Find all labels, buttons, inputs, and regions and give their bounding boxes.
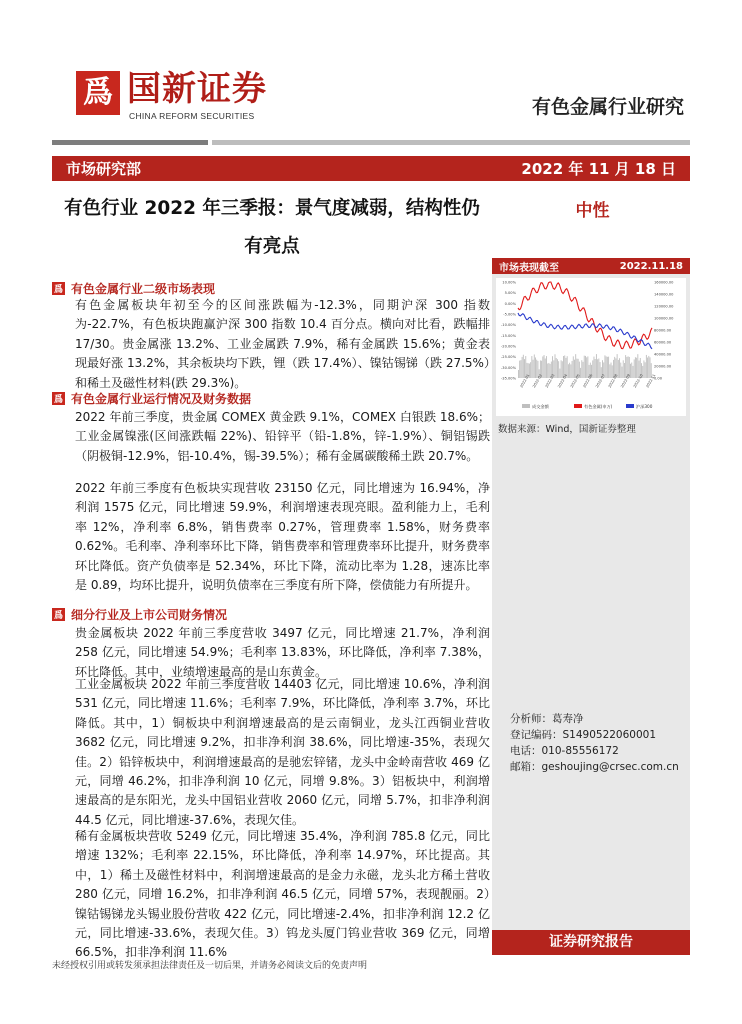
chart-legend-swatch <box>574 404 582 408</box>
analyst-phone <box>510 743 619 758</box>
section-mark-icon: 爲 <box>52 392 65 405</box>
chart-legend-label: 成交金额 <box>532 404 549 409</box>
disclaimer-footer: 未经授权引用或转发须承担法律责任及一切后果，并请务必阅读文后的免责声明 <box>52 961 368 971</box>
chart-header-date: 2022.11.18 <box>619 260 683 272</box>
chart-x-tick: 2022-05 <box>569 373 581 389</box>
chart-volume-bar <box>604 355 605 378</box>
chart-volume-bar <box>643 360 644 378</box>
chart-volume-bar <box>533 360 534 378</box>
chart-legend-swatch <box>522 404 530 408</box>
report-title-line1: 有色行业 2022 年三季报：景气度减弱，结构性仍 <box>64 198 480 219</box>
chart-volume-bar <box>623 360 624 378</box>
chart-y-tick-right: 20000.00 <box>654 364 672 369</box>
section-paragraph: 贵金属板块 2022 年前三季度营收 3497 亿元，同比增速 21.7%，净利润 258 亿元，同比增速 54.9%；毛利率 13.83%，环比降低，净利率 7.38%，环比降低。其中，业绩增速最高的是山东黄金。 <box>75 626 490 679</box>
chart-volume-bar <box>647 358 648 378</box>
chart-y-tick-left: -15.00% <box>501 333 516 338</box>
analyst-registration-label: 登记编码： <box>510 729 563 741</box>
chart-volume-bar <box>637 354 638 378</box>
chart-volume-bar <box>568 364 569 378</box>
chart-volume-bar <box>573 356 574 378</box>
chart-volume-bar <box>545 358 546 378</box>
chart-header-label: 市场表现截至 <box>499 262 559 274</box>
chart-legend-label: 有色金属(申万) <box>584 404 613 409</box>
chart-y-tick-left: -25.00% <box>501 355 516 360</box>
chart-volume-bar <box>530 362 531 378</box>
report-type: 有色金属行业研究 <box>531 96 684 118</box>
company-logo-name: 国新证券 <box>127 69 267 109</box>
analyst-registration <box>510 727 656 742</box>
chart-volume-bar <box>596 354 597 378</box>
chart-volume-bar <box>580 368 581 378</box>
chart-volume-bar <box>608 357 609 378</box>
chart-volume-bar <box>555 354 556 378</box>
chart-volume-bar <box>523 355 524 378</box>
chart-legend-swatch <box>626 404 634 408</box>
chart-volume-bar <box>531 356 532 378</box>
chart-y-tick-left: 5.00% <box>504 291 516 296</box>
chart-y-tick-right: 140000.00 <box>654 292 674 297</box>
chart-volume-bar <box>633 366 634 378</box>
chart-volume-bar <box>597 359 598 378</box>
chart-volume-bar <box>594 357 595 378</box>
chart-volume-bar <box>617 354 618 378</box>
chart-volume-bar <box>646 355 647 378</box>
chart-volume-bar <box>546 356 547 378</box>
chart-line-csi300 <box>518 313 652 349</box>
chart-line-metals <box>518 282 652 349</box>
section-heading-operations <box>52 390 251 407</box>
securities-report-bar: 证券研究报告 <box>492 930 690 955</box>
chart-volume-bar <box>548 363 549 378</box>
chart-y-tick-right: 100000.00 <box>654 316 674 321</box>
analyst-email-value[interactable]: geshoujing@crsec.com.cn <box>541 761 679 773</box>
chart-volume-bar <box>645 362 646 378</box>
chart-y-tick-right: 80000.00 <box>654 328 672 333</box>
chart-x-tick: 2022-09 <box>620 373 632 389</box>
chart-y-tick-right: 0.00 <box>654 376 663 381</box>
chart-y-tick-left: -20.00% <box>501 344 516 349</box>
chart-volume-bar <box>536 360 537 378</box>
chart-volume-bar <box>522 357 523 378</box>
chart-volume-bar <box>598 358 599 378</box>
department-label: 市场研究部 <box>66 160 142 178</box>
chart-volume-bar <box>520 360 521 378</box>
chart-x-tick: 2022-08 <box>607 373 619 389</box>
chart-volume-bar <box>609 364 610 378</box>
chart-legend-label: 沪深300 <box>636 404 653 409</box>
chart-volume-bar <box>519 361 520 378</box>
chart-volume-bar <box>606 356 607 378</box>
analyst-name: 分析师：葛寿净 <box>510 713 584 725</box>
analyst-email <box>510 759 679 774</box>
chart-volume-bar <box>619 358 620 378</box>
section-mark-icon: 爲 <box>52 282 65 295</box>
chart-volume-bar <box>535 357 536 378</box>
chart-y-tick-left: -5.00% <box>503 312 516 317</box>
chart-volume-bar <box>650 357 651 378</box>
chart-left-axis <box>501 281 517 381</box>
chart-volume-bar <box>547 364 548 378</box>
chart-x-tick: 2022-10 <box>632 373 644 389</box>
chart-y-tick-left: 10.00% <box>502 280 516 285</box>
section-paragraph: 工业金属板块 2022 年前三季度营收 14403 亿元，同比增速 10.6%，净利润 531 亿元，同比增速 11.6%；毛利率 7.9%，环比降低，净利率 3.7%，环比降低。其中，1）铜板块中利润增速最高的是云南铜业，龙头江西铜业营收 3682 亿元，同比增速 9.2%，扣非净利润 38.6%，同比增速-35%，表现欠佳。2）铅锌板块中，利润增速最高的是驰宏锌锗，龙头中金岭南营收 469 亿元，同增 46.2%，扣非净利润 10 亿元，同增 9.8%。3）铝板块中，利润增速最高的是东阳光，龙头中国铝业营收 2060 亿元，同增 5.7%，扣非净利润 44.5 亿元，同比增速-37.6%，表现欠佳。 <box>75 677 490 827</box>
chart-y-tick-right: 120000.00 <box>654 304 674 309</box>
chart-y-tick-left: -10.00% <box>501 323 516 328</box>
analyst-registration-value: S1490522060001 <box>562 729 657 741</box>
chart-x-tick: 2022-02 <box>532 373 543 389</box>
section-paragraph: 2022 年前三季度，贵金属 COMEX 黄金跌 9.1%，COMEX 白银跌 18.6%；工业金属镍涨(区间涨跌幅 22%)、铅锌平（铅-1.8%，锌-1.9%）、铜铝锡跌（阴极铜-12.9%，铝-10.4%，锡-39.5%）；稀有金属碳酸稀土跌 20.7%。 <box>75 410 490 463</box>
section-heading-subsectors <box>52 606 227 623</box>
section-heading-text: 细分行业及上市公司财务情况 <box>71 608 228 622</box>
chart-volume-bar <box>635 357 636 378</box>
chart-right-axis <box>654 281 674 381</box>
chart-volume-bar <box>624 363 625 378</box>
chart-volume-bar <box>556 358 557 378</box>
chart-volume-bar <box>557 359 558 378</box>
chart-x-tick: 2022-04 <box>557 373 569 389</box>
chart-y-tick-left: 0.00% <box>504 301 516 306</box>
chart-volume-bar <box>583 362 584 378</box>
chart-volume-bar <box>581 360 582 378</box>
chart-volume-bar <box>634 359 635 378</box>
chart-volume-bar <box>569 363 570 378</box>
chart-volume-bar <box>561 360 562 378</box>
header-rule-light <box>212 140 690 145</box>
section-paragraph: 稀有金属板块营收 5249 亿元，同比增速 35.4%，净利润 785.8 亿元，同比增速 132%；毛利率 22.15%，环比降低，净利率 14.97%，环比提高。其中，1）稀土及磁性材料中，利润增速最高的是金力永磁，龙头北方稀土营收 280 亿元，同增 16.2%，扣非净利润 46.5 亿元，同增 57%，表现靓丽。2）镍钴锡锑龙头锡业股份营收 422 亿元，同比增速-2.4%，扣非净利润 12.2 亿元，同比增速-33.6%，表现欠佳。3）钨龙头厦门钨业营收 369 亿元，同增 66.5%，扣非净利润 11.6% <box>75 829 490 960</box>
section-paragraph: 2022 年前三季度有色板块实现营收 23150 亿元，同比增速为 16.94%，净利润 1575 亿元，同比增速 59.9%，利润增速表现亮眼。盈利能力上，毛利率 12%，净利率 6.8%，销售费率 0.27%，管理费率 1.58%，财务费率 0.62%。毛利率、净利率环比下降，销售费率和管理费率环比提升，财务费率环比降低。资产负债率是 52.34%，环比下降，流动比率为 1.28，速冻比率是 0.89，均环比提升，说明负债率在三季度有所下降，偿债能力有所提升。 <box>75 481 490 593</box>
chart-volume-bar <box>607 357 608 378</box>
chart-volume-bar <box>584 356 585 378</box>
chart-y-tick-left: -35.00% <box>501 376 516 381</box>
chart-x-tick: 2022-11 <box>645 373 657 389</box>
chart-volume-bar <box>620 363 621 378</box>
header-rule-dark <box>52 140 208 145</box>
chart-volume-bar <box>611 363 612 378</box>
chart-volume-bar <box>559 369 560 378</box>
section-heading-text: 有色金属行业运行情况及财务数据 <box>71 392 252 406</box>
chart-volume-bar <box>595 359 596 378</box>
chart-x-tick: 2022-07 <box>595 373 606 389</box>
chart-x-tick: 2022-03 <box>544 373 556 389</box>
analyst-email-label: 邮箱： <box>510 761 542 773</box>
chart-source: 数据来源：Wind，国新证券整理 <box>498 424 636 435</box>
chart-svg <box>496 278 686 416</box>
chart-y-tick-left: -30.00% <box>501 365 516 370</box>
chart-volume-bar <box>636 358 637 378</box>
section-heading-market <box>52 280 215 297</box>
chart-volume-bar <box>544 355 545 378</box>
department-bar <box>52 156 690 181</box>
company-logo-mark: 爲 <box>76 71 120 115</box>
analyst-phone-value: 010-85556172 <box>541 745 619 757</box>
chart-volume-bar <box>534 354 535 378</box>
chart-volume-bar <box>622 367 623 378</box>
section-mark-icon: 爲 <box>52 608 65 621</box>
section-heading-text: 有色金属行业二级市场表现 <box>71 282 216 296</box>
company-logo-english: CHINA REFORM SECURITIES <box>129 111 255 121</box>
chart-volume-bar <box>585 356 586 378</box>
chart-y-tick-right: 160000.00 <box>654 280 674 285</box>
chart-volume-bar <box>570 364 571 378</box>
chart-y-tick-right: 60000.00 <box>654 340 672 345</box>
section-paragraph: 有色金属板块年初至今的区间涨跌幅为-12.3%，同期沪深 300 指数为-22.7%，有色板块跑赢沪深 300 指数 10.4 百分点。横向对比看，跌幅排 17/30。贵金属涨 13.2%、工业金属跌 7.9%，稀有金属跌 15.6%；黄金表现最好涨 13.2%，其余板块均下跌，锂（跌 17.4%）、镍钴锡锑（跌 27.5%）和稀土及磁性材料(跌 29.3%)。 <box>75 298 490 390</box>
chart-volume-bar <box>631 363 632 378</box>
chart-volume-bar <box>558 361 559 378</box>
chart-x-tick: 2022-06 <box>582 373 594 389</box>
chart-volume-bar <box>518 370 519 378</box>
chart-volume-bar <box>574 360 575 378</box>
chart-y-tick-right: 40000.00 <box>654 352 672 357</box>
chart-x-tick: 2022-01 <box>519 373 531 389</box>
market-performance-chart <box>496 278 686 416</box>
chart-volume-bar <box>586 357 587 378</box>
industry-rating: 中性 <box>575 201 610 221</box>
report-title <box>52 190 492 266</box>
chart-volume-bar <box>542 356 543 378</box>
chart-volume-bar <box>648 356 649 378</box>
report-date: 2022 年 11 月 18 日 <box>521 160 676 178</box>
chart-header <box>492 258 690 274</box>
analyst-phone-label: 电话： <box>510 745 542 757</box>
chart-volume-bar <box>572 361 573 378</box>
report-title-line2: 有亮点 <box>244 236 300 257</box>
chart-legend <box>522 403 653 410</box>
